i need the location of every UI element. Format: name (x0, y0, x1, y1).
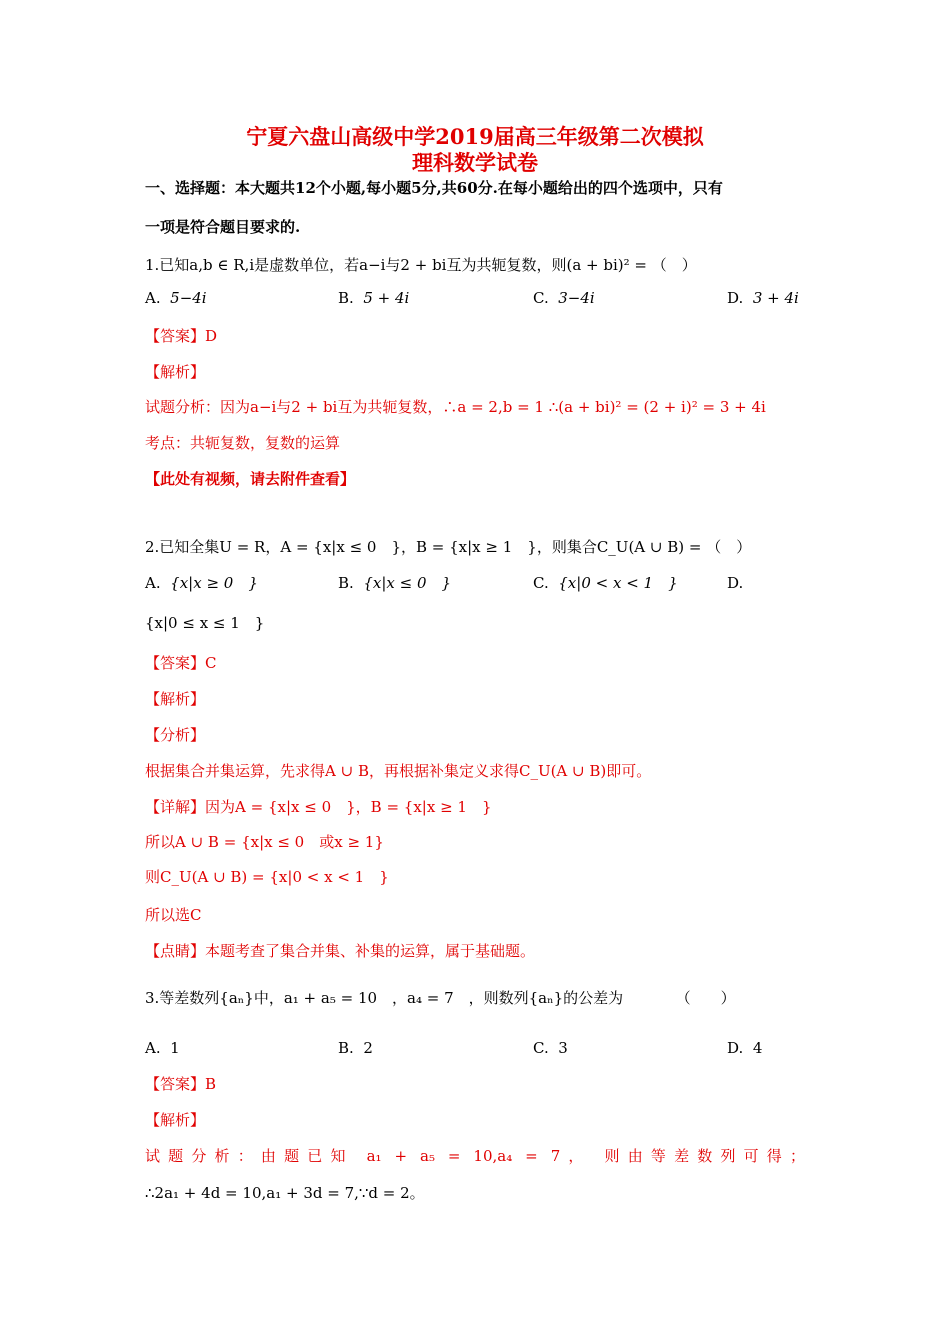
q2-option-a (145, 573, 258, 593)
document-subtitle: 理科数学试卷 (412, 150, 538, 175)
q2-option-d (727, 573, 743, 593)
option-label: A. (145, 574, 161, 592)
q3-option-a (145, 1038, 180, 1058)
q3-option-c (533, 1038, 568, 1058)
q2-analysis-head: 【解析】 (145, 690, 206, 708)
q3-analysis-line2: ∴2a₁ + 4d = 10,a₁ + 3d = 7,∵d = 2。 (145, 1184, 425, 1202)
q1-answer: 【答案】D (145, 327, 218, 345)
option-label: C. (533, 574, 549, 592)
q3-analysis-line1: 试题分析：由题已知 a₁ + a₅ = 10,a₄ = 7， 则由等差数列可得； (145, 1147, 805, 1165)
q1-stem: 1.已知a,b ∈ R,i是虚数单位，若a−i与2 + bi互为共轭复数，则(a + bi)² = （ ） (145, 256, 697, 274)
option-value: 5−4i (170, 289, 207, 307)
option-value: 3−4i (558, 289, 595, 307)
q3-option-b (338, 1038, 373, 1058)
q2-fenxi: 根据集合并集运算，先求得A ∪ B，再根据补集定义求得C_U(A ∪ B)即可。 (145, 762, 652, 780)
q2-detail-line3: 则C_U(A ∪ B) = {x|0 < x < 1 } (145, 868, 389, 886)
document-title: 宁夏六盘山高级中学2019届高三年级第二次模拟 (246, 124, 704, 149)
q1-option-c (533, 288, 595, 308)
option-label: B. (338, 289, 354, 307)
q2-option-d-value: {x|0 ≤ x ≤ 1 } (145, 614, 265, 632)
q3-option-d (727, 1038, 762, 1058)
q1-analysis-head: 【解析】 (145, 363, 206, 381)
option-label: C. (533, 1039, 549, 1057)
option-value: 4 (752, 1039, 763, 1057)
option-label: A. (145, 289, 161, 307)
option-value: 3 + 4i (752, 289, 799, 307)
q2-detail-line4: 所以选C (145, 906, 202, 924)
option-value: {x|x ≤ 0 } (363, 574, 452, 592)
q2-detail-line1 (145, 797, 492, 817)
option-label: D. (727, 289, 744, 307)
section-heading-line1: 一、选择题：本大题共12个小题,每小题5分,共60分.在每小题给出的四个选项中，只有 (145, 179, 723, 197)
q2-detail-text: 因为A = {x|x ≤ 0 }，B = {x|x ≥ 1 } (205, 798, 492, 816)
option-value: 2 (363, 1039, 373, 1057)
q2-option-b (338, 573, 451, 593)
q2-option-c (533, 573, 678, 593)
option-value: {x|x ≥ 0 } (170, 574, 258, 592)
q1-video-note: 【此处有视频，请去附件查看】 (145, 470, 356, 488)
option-label: A. (145, 1039, 161, 1057)
q1-kaodian: 考点：共轭复数，复数的运算 (145, 434, 341, 452)
q1-analysis: 试题分析：因为a−i与2 + bi互为共轭复数，∴a = 2,b = 1 ∴(a + bi)² = (2 + i)² = 3 + 4i (145, 398, 766, 416)
q1-option-b (338, 288, 409, 308)
q1-option-a (145, 288, 207, 308)
q2-stem: 2.已知全集U = R，A = {x|x ≤ 0 }，B = {x|x ≥ 1 }，则集合C_U(A ∪ B) = （ ） (145, 538, 752, 556)
q2-fenxi-head: 【分析】 (145, 726, 206, 744)
option-label: D. (727, 1039, 744, 1057)
option-value: 5 + 4i (363, 289, 410, 307)
q3-stem: 3.等差数列{aₙ}中，a₁ + a₅ = 10 ，a₄ = 7 ，则数列{aₙ}的公差为 （ ） (145, 989, 736, 1007)
option-label: C. (533, 289, 549, 307)
q2-detail-line2: 所以A ∪ B = {x|x ≤ 0 或x ≥ 1} (145, 833, 384, 851)
q2-dianjing: 【点睛】本题考查了集合并集、补集的运算，属于基础题。 (145, 942, 536, 960)
option-label: B. (338, 1039, 354, 1057)
option-label: D. (727, 574, 744, 592)
option-value: 1 (170, 1039, 180, 1057)
q3-analysis-head: 【解析】 (145, 1111, 206, 1129)
q3-answer: 【答案】B (145, 1075, 217, 1093)
option-label: B. (338, 574, 354, 592)
section-heading-line2: 一项是符合题目要求的. (145, 218, 301, 236)
q1-option-d (727, 288, 799, 308)
option-value: {x|0 < x < 1 } (558, 574, 678, 592)
q2-answer: 【答案】C (145, 654, 217, 672)
q2-detail-head: 【详解】 (145, 798, 206, 816)
option-value: 3 (558, 1039, 568, 1057)
